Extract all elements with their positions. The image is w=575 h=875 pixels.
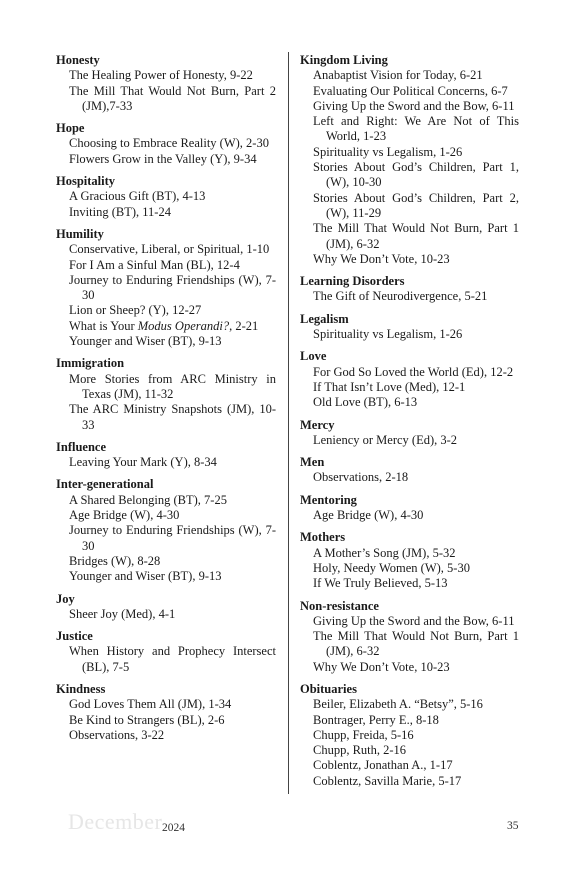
index-section (300, 682, 519, 789)
index-entry: The ARC Ministry Snapshots (JM), 10-33 (69, 402, 276, 432)
index-entry: Sheer Joy (Med), 4-1 (69, 606, 176, 621)
index-entry: Stories About God’s Children, Part 2, (W), 11-29 (313, 190, 519, 220)
index-entry: More Stories from ARC Ministry in Texas (JM), 11-32 (69, 371, 276, 401)
index-entry: Leaving Your Mark (Y), 8-34 (69, 455, 217, 470)
column-divider (288, 52, 289, 794)
section-heading: Inter-generational (56, 477, 154, 492)
section-heading: Humility (56, 226, 104, 241)
index-entry: If We Truly Believed, 5-13 (313, 576, 448, 591)
index-section (56, 174, 276, 220)
index-entry: If That Isn’t Love (Med), 12-1 (313, 379, 466, 394)
index-section (300, 53, 519, 267)
index-entry: Coblentz, Jonathan A., 1-17 (313, 758, 453, 773)
index-entry: Stories About God’s Children, Part 1, (W), 10-30 (313, 160, 519, 190)
index-section (300, 530, 519, 591)
index-entry: Chupp, Freida, 5-16 (313, 727, 414, 742)
index-entry: For I Am a Sinful Man (BL), 12-4 (69, 257, 240, 272)
section-heading: Justice (56, 629, 93, 644)
index-section (300, 274, 519, 305)
index-entry: Spirituality vs Legalism, 1-26 (313, 327, 463, 342)
section-heading: Hospitality (56, 174, 116, 189)
index-section (300, 349, 519, 410)
index-entry: Choosing to Embrace Reality (W), 2-30 (69, 136, 269, 151)
index-entry: Age Bridge (W), 4-30 (69, 508, 180, 523)
index-entry: A Gracious Gift (BT), 4-13 (69, 189, 206, 204)
index-entry: Observations, 2-18 (313, 470, 409, 485)
index-entry: Evaluating Our Political Concerns, 6-7 (313, 83, 508, 98)
index-section (300, 312, 519, 343)
index-entry: The Mill That Would Not Burn, Part 1 (JM), 6-32 (313, 221, 519, 251)
index-entry: Giving Up the Sword and the Bow, 6-11 (313, 613, 515, 628)
index-section (300, 493, 519, 524)
index-entry: Holy, Needy Women (W), 5-30 (313, 560, 470, 575)
index-left-column (56, 53, 276, 750)
index-entry: Journey to Enduring Friendships (W), 7-30 (69, 523, 276, 553)
section-heading: Kindness (56, 681, 106, 696)
index-entry: Beiler, Elizabeth A. “Betsy”, 5-16 (313, 697, 483, 712)
index-entry: Be Kind to Strangers (BL), 2-6 (69, 712, 225, 727)
section-heading: Influence (56, 439, 106, 454)
index-entry: Bridges (W), 8-28 (69, 553, 161, 568)
index-section (300, 599, 519, 675)
index-entry: Observations, 3-22 (69, 727, 165, 742)
index-entry: Journey to Enduring Friendships (W), 7-30 (69, 272, 276, 303)
index-section (56, 477, 276, 584)
index-entry: What is Your Modus Operandi?, 2-21 (69, 318, 259, 333)
section-heading: Love (300, 349, 327, 364)
index-section (300, 455, 519, 486)
section-heading: Hope (56, 121, 85, 136)
index-entry: The Mill That Would Not Burn, Part 2 (JM),7-33 (69, 83, 276, 113)
index-entry: Why We Don’t Vote, 10-23 (313, 659, 450, 674)
section-heading: Mercy (300, 417, 335, 432)
section-heading: Non-resistance (300, 598, 379, 613)
index-right-column (300, 53, 519, 796)
footer-month: December (68, 809, 163, 834)
index-entry: The Gift of Neurodivergence, 5-21 (313, 289, 488, 304)
index-entry: Why We Don’t Vote, 10-23 (313, 251, 450, 266)
index-entry: Spirituality vs Legalism, 1-26 (313, 144, 463, 159)
index-section (300, 418, 519, 449)
index-entry: A Shared Belonging (BT), 7-25 (69, 492, 227, 507)
section-heading: Mothers (300, 530, 346, 545)
index-section (56, 682, 276, 743)
index-entry: For God So Loved the World (Ed), 12-2 (313, 364, 514, 379)
section-heading: Honesty (56, 53, 100, 67)
index-entry: The Healing Power of Honesty, 9-22 (69, 68, 253, 83)
section-heading: Obituaries (300, 681, 357, 696)
index-entry: The Mill That Would Not Burn, Part 1 (JM), 6-32 (313, 629, 519, 659)
index-entry: Younger and Wiser (BT), 9-13 (69, 334, 222, 349)
index-section (56, 592, 276, 623)
section-heading: Men (300, 455, 325, 470)
index-entry: A Mother’s Song (JM), 5-32 (313, 545, 456, 560)
index-entry: Flowers Grow in the Valley (Y), 9-34 (69, 151, 257, 166)
index-section (56, 53, 276, 114)
index-section (56, 629, 276, 675)
index-entry: Old Love (BT), 6-13 (313, 395, 418, 410)
page-number: 35 (507, 820, 519, 832)
section-heading: Learning Disorders (300, 274, 405, 289)
index-entry: Inviting (BT), 11-24 (69, 204, 171, 219)
index-section (56, 227, 276, 349)
index-entry: Left and Right: We Are Not of This World, 1-23 (313, 114, 519, 144)
index-entry: Anabaptist Vision for Today, 6-21 (313, 68, 483, 83)
index-section (56, 440, 276, 471)
index-entry: Coblentz, Savilla Marie, 5-17 (313, 773, 462, 788)
index-entry: Lion or Sheep? (Y), 12-27 (69, 303, 202, 318)
index-entry: God Loves Them All (JM), 1-34 (69, 697, 232, 712)
index-entry: Leniency or Mercy (Ed), 3-2 (313, 432, 458, 447)
index-entry: Younger and Wiser (BT), 9-13 (69, 569, 222, 584)
index-entry: When History and Prophecy Intersect (BL), 7-5 (69, 644, 276, 674)
index-entry: Giving Up the Sword and the Bow, 6-11 (313, 98, 515, 113)
index-section (56, 356, 276, 432)
index-entry: Bontrager, Perry E., 8-18 (313, 712, 439, 727)
footer-year: 2024 (162, 822, 185, 834)
index-entry: Chupp, Ruth, 2-16 (313, 743, 407, 758)
index-section (56, 121, 276, 167)
section-heading: Kingdom Living (300, 53, 388, 67)
section-heading: Immigration (56, 356, 125, 371)
section-heading: Joy (56, 591, 75, 606)
section-heading: Mentoring (300, 492, 357, 507)
section-heading: Legalism (300, 311, 349, 326)
index-entry: Conservative, Liberal, or Spiritual, 1-10 (69, 242, 270, 257)
index-entry: Age Bridge (W), 4-30 (313, 508, 424, 523)
